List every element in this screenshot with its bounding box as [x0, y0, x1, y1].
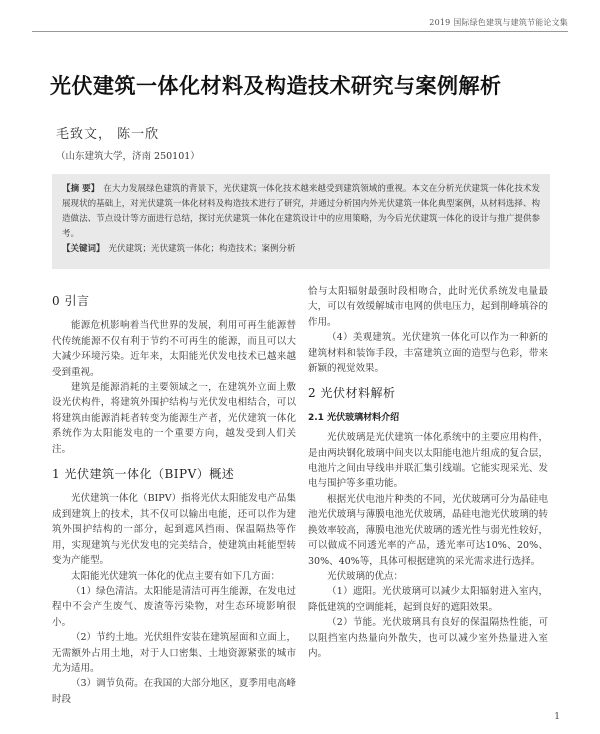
paragraph: （1）遮阳。光伏玻璃可以减少太阳辐射进入室内，降低建筑的空调能耗，起到良好的遮阳效果。 [308, 586, 548, 613]
paragraph: 能源危机影响着当代世界的发展，利用可再生能源替代传统能源不仅有利于节约不可再生的能源，而且可以大大减少环境污染。近年来，太阳能光伏发电技术已越来越受到重视。 [52, 320, 296, 378]
section-heading-intro: 0 引言 [52, 294, 90, 308]
affiliation: （山东建筑大学，济南 250101） [56, 151, 200, 162]
section-heading-materials: 2 光伏材料解析 [308, 386, 396, 401]
abstract [62, 182, 540, 242]
paragraph: 建筑是能源消耗的主要领域之一，在建筑外立面上敷设光伏构件，将建筑外围护结构与光伏发电相结合，可以将建筑由能源消耗者转变为能源生产者，光伏建筑一体化系统作为太阳能发电的一个重要方向，越发受到人们关注。 [52, 382, 296, 455]
paragraph: （4）美观建筑。光伏建筑一体化可以作为一种新的建筑材料和装饰手段，丰富建筑立面的造型与色彩，带来新颖的视觉效果。 [308, 332, 548, 375]
left-column [52, 284, 296, 707]
section-heading-bipv: 1 光伏建筑一体化（BIPV）概述 [52, 467, 235, 482]
paragraph: 恰与太阳辐射最强时段相吻合，此时光伏系统发电量最大，可以有效缓解城市电网的供电压力，起到削峰填谷的作用。 [308, 286, 548, 328]
keywords-label: 【关键词】 [62, 244, 105, 254]
subsection-heading-pv-glass: 2.1 光伏玻璃材料介绍 [308, 412, 400, 423]
paper-title: 光伏建筑一体化材料及构造技术研究与案例解析 [50, 74, 502, 98]
header-rule [32, 31, 568, 32]
paragraph: 光伏玻璃是光伏建筑一体化系统中的主要应用构件，是由两块钢化玻璃中间夹以太阳能电池片组成的复合层，电池片之间由导线串并联汇集引线端。它能实现采光、发电与围护等多重功能。 [308, 432, 548, 490]
paragraph: 太阳能光伏建筑一体化的优点主要有如下几方面： [71, 570, 281, 582]
right-column [308, 284, 548, 661]
paragraph: （3）调节负荷。在我国的大部分地区，夏季用电高峰时段 [52, 678, 296, 705]
paragraph: 根据光伏电池片种类的不同，光伏玻璃可分为晶硅电池光伏玻璃与薄膜电池光伏玻璃，晶硅电池光伏玻璃的转换效率较高，薄膜电池光伏玻璃的透光性与弱光性较好，可以做成不同透光率的产品，透光率可达10%、20%、30%、40%等，具体可根据建筑的采光需求进行选择。 [308, 493, 548, 567]
paragraph: 光伏建筑一体化（BIPV）指将光伏太阳能发电产品集成到建筑上的技术，其不仅可以输出电能，还可以作为建筑外围护结构的一部分，起到遮风挡雨、保温隔热等作用，实现建筑与光伏发电的完美结合，使建筑由耗能型转变为产能型。 [52, 493, 296, 567]
page-number: 1 [554, 712, 560, 722]
keywords-text: 光伏建筑；光伏建筑一体化；构造技术；案例分析 [108, 244, 296, 254]
authors: 毛致文， 陈一欣 [56, 127, 160, 142]
keywords [62, 242, 540, 257]
abstract-text: 在大力发展绿色建筑的背景下，光伏建筑一体化技术越来越受到建筑领域的重视。本文在分析光伏建筑一体化技术发展现状的基础上，对光伏建筑一体化材料及构造技术进行了研究，并通过分析国内外光伏建筑一体化典型案例，从材料选择、构造做法、节点设计等方面进行总结，探讨光伏建筑一体化在建筑设计中的应用策略，为今后光伏建筑一体化的设计与推广提供参考。 [62, 184, 540, 239]
running-header: 2019 国际绿色建筑与建筑节能论文集 [429, 18, 568, 27]
abstract-box [52, 174, 550, 269]
paragraph: （2）节约土地。光伏组件安装在建筑屋面和立面上，无需额外占用土地，对于人口密集、土地资源紧张的城市尤为适用。 [52, 632, 296, 674]
paragraph: （1）绿色清洁。太阳能是清洁可再生能源，在发电过程中不会产生废气、废渣等污染物，对生态环境影响很小。 [52, 585, 296, 628]
paragraph: 光伏玻璃的优点： [327, 570, 404, 582]
abstract-label: 【摘 要】 [62, 184, 100, 194]
paragraph: （2）节能。光伏玻璃具有良好的保温隔热性能，可以阻挡室内热量向外散失，也可以减少室外热量进入室内。 [308, 617, 548, 659]
